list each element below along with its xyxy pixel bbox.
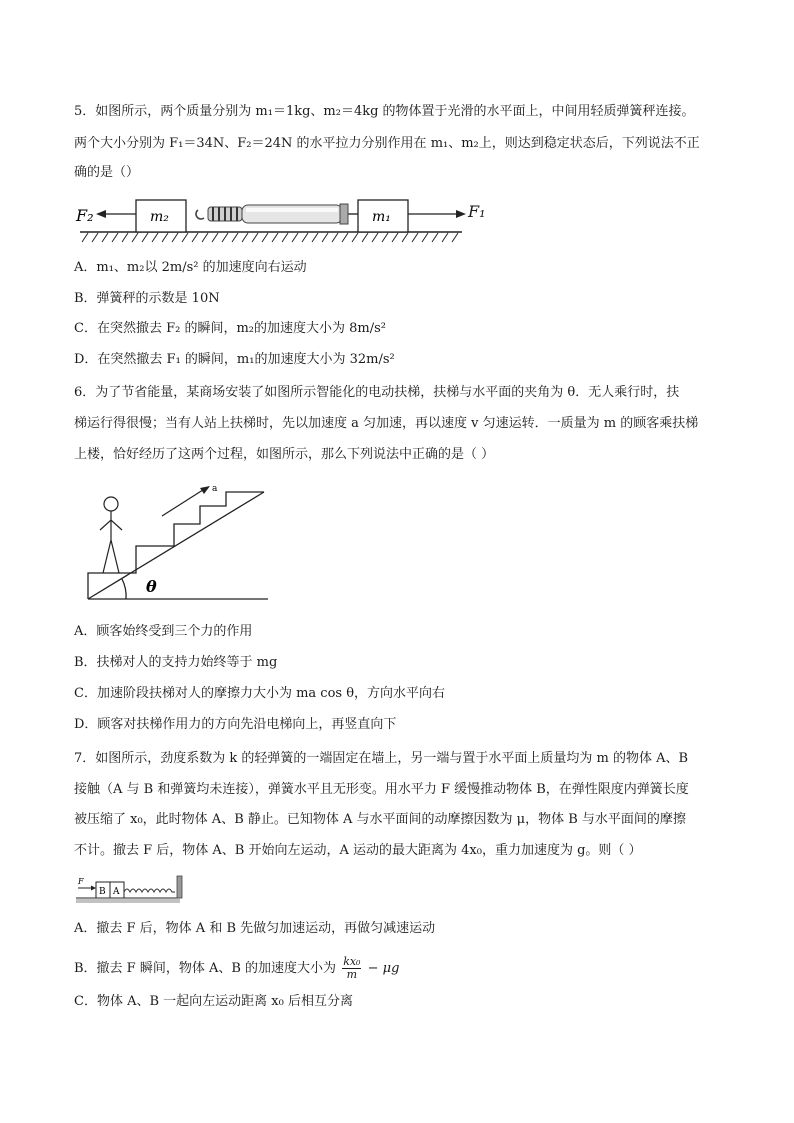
q5-option-b[interactable]: B．弹簧秤的示数是 10N xyxy=(74,291,220,306)
q6-option-b[interactable]: B．扶梯对人的支持力始终等于 mg xyxy=(74,655,278,670)
q7-option-b-text: B．撤去 F 瞬间，物体 A、B 的加速度大小为 xyxy=(74,961,337,976)
q5-spring-scale-figure xyxy=(74,194,466,244)
person-legs xyxy=(103,540,119,573)
q7-formula-denominator: m xyxy=(346,968,358,981)
q7-option-a[interactable]: A．撤去 F 后，物体 A 和 B 先做匀加速运动，再做匀减速运动 xyxy=(74,921,436,936)
scale-hook-left xyxy=(196,210,204,219)
q7-formula-tail: − μg xyxy=(367,961,400,976)
q7-stem-line-2: 接触（A 与 B 和弹簧均未连接），弹簧水平且无形变。用水平力 F 缓慢推动物体 B，在弹性限度内弹簧长度 xyxy=(74,782,689,797)
q7-wall xyxy=(177,876,182,898)
q6-option-c[interactable]: C．加速阶段扶梯对人的摩擦力大小为 ma cos θ，方向水平向右 xyxy=(74,686,446,701)
q5-option-d[interactable]: D．在突然撤去 F₁ 的瞬间，m₁的加速度大小为 32m/s² xyxy=(74,352,395,367)
ground-hatching xyxy=(82,233,458,242)
acceleration-label: a xyxy=(212,484,218,494)
q7-stem-line-1: 7．如图所示，劲度系数为 k 的轻弹簧的一端固定在墙上，另一端与置于水平面上质量均为 m 的物体 A、B xyxy=(74,751,689,766)
q6-stem-line-2: 梯运行得很慢；当有人站上扶梯时，先以加速度 a 匀加速，再以速度 v 匀速运转．一质量为 m 的顾客乘扶梯 xyxy=(74,416,699,431)
q6-stem-line-3: 上楼，恰好经历了这两个过程，如图所示，那么下列说法中正确的是（ ） xyxy=(74,447,495,462)
scale-end-cap xyxy=(340,204,348,224)
q7-option-c[interactable]: C．物体 A、B 一起向左运动距离 x₀ 后相互分离 xyxy=(74,994,353,1009)
q7-block-b-label: B xyxy=(99,887,106,897)
q5-stem-line-3: 确的是（） xyxy=(74,165,140,180)
f1-label: F₁ xyxy=(468,202,486,221)
q7-spring-block-figure xyxy=(74,874,186,904)
q7-force-label: F xyxy=(78,877,84,886)
q7-force-arrow-head xyxy=(91,886,96,891)
q7-block-a-label: A xyxy=(113,887,120,897)
q7-stem-line-4: 不计。撤去 F 后，物体 A、B 开始向左运动，A 运动的最大距离为 4x₀，重力加速度为 g。则（ ） xyxy=(74,843,642,858)
q5-option-a[interactable]: A．m₁、m₂以 2m/s² 的加速度向右运动 xyxy=(74,260,307,275)
q7-floor-hatching xyxy=(76,899,180,903)
q7-formula-fraction xyxy=(342,956,361,981)
q6-option-a[interactable]: A．顾客始终受到三个力的作用 xyxy=(74,624,253,639)
person-head xyxy=(104,497,118,511)
acceleration-arrow-head xyxy=(200,486,210,494)
q7-spring xyxy=(124,889,175,892)
q6-option-d[interactable]: D．顾客对扶梯作用力的方向先沿电梯向上，再竖直向下 xyxy=(74,717,397,732)
q6-escalator-figure xyxy=(86,478,272,604)
q7-stem-line-3: 被压缩了 x₀，此时物体 A、B 静止。已知物体 A 与水平面间的动摩擦因数为 μ，物体 B 与水平面间的摩擦 xyxy=(74,812,686,827)
q5-stem-line-1: 5．如图所示，两个质量分别为 m₁＝1kg、m₂＝4kg 的物体置于光滑的水平面上，中间用轻质弹簧秤连接。 xyxy=(74,104,695,119)
m1-label: m₁ xyxy=(372,209,391,225)
f2-arrow-head xyxy=(96,210,106,218)
f2-label: F₂ xyxy=(76,206,94,225)
angle-arc xyxy=(122,579,126,599)
f1-arrow-head xyxy=(456,210,466,218)
q7-option-b[interactable] xyxy=(74,956,399,981)
q5-option-c[interactable]: C．在突然撤去 F₂ 的瞬间，m₂的加速度大小为 8m/s² xyxy=(74,321,386,336)
scale-body xyxy=(242,205,342,223)
theta-label: θ xyxy=(146,577,157,596)
q6-stem-line-1: 6．为了节省能量，某商场安装了如图所示智能化的电动扶梯，扶梯与水平面的夹角为 θ．无人乘行时，扶 xyxy=(74,385,680,400)
q7-formula-numerator: kx₀ xyxy=(343,955,361,968)
q5-stem-line-2: 两个大小分别为 F₁＝34N、F₂＝24N 的水平拉力分别作用在 m₁、m₂上，则达到稳定状态后，下列说法不正 xyxy=(74,136,700,151)
m2-label: m₂ xyxy=(150,209,169,225)
